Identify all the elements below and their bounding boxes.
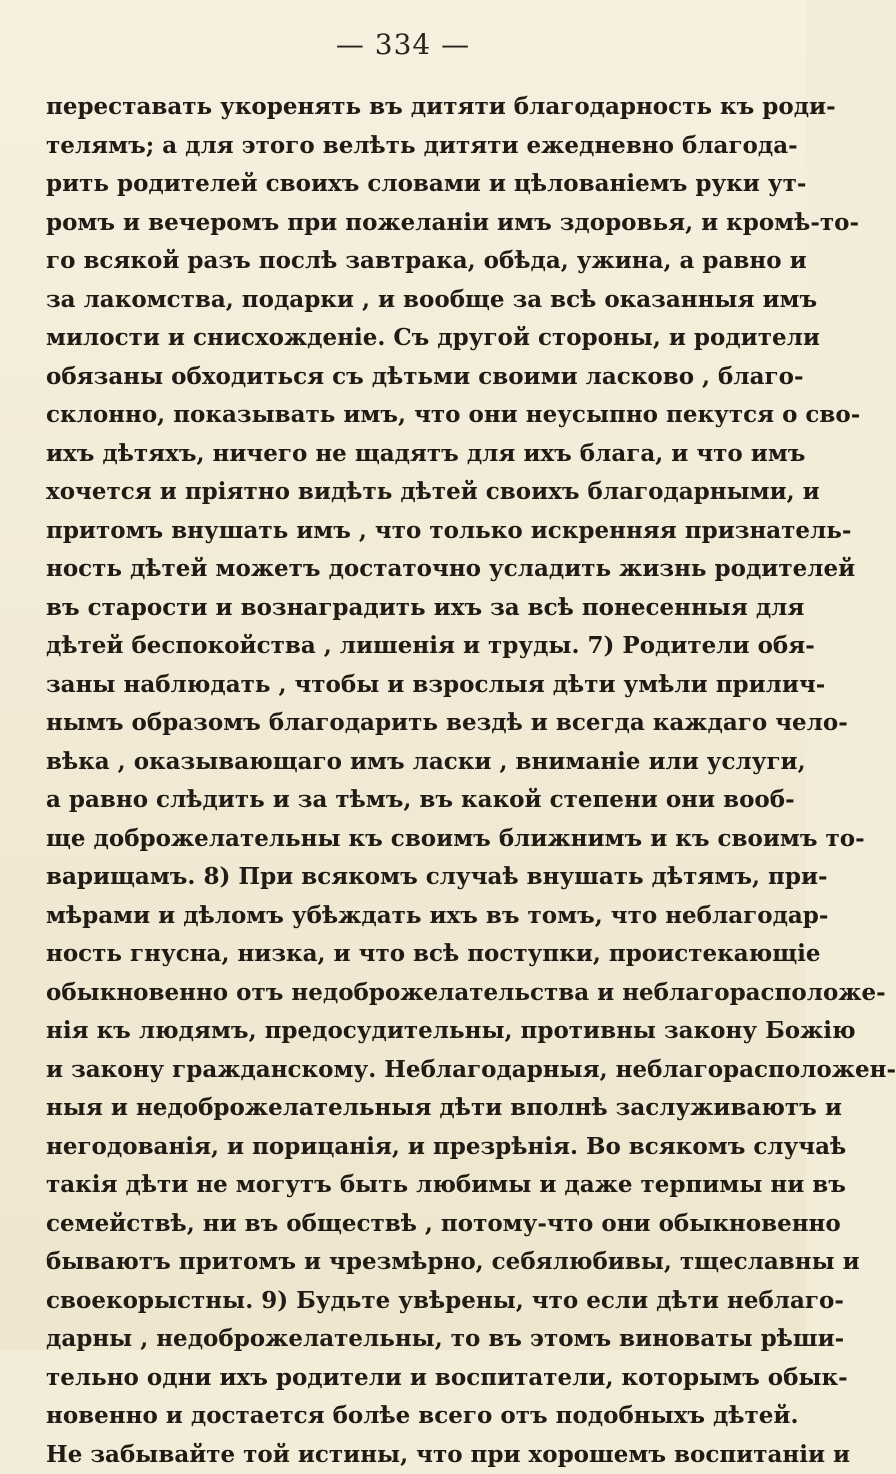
text-line: нымъ образомъ благодарить вездѣ и всегда каждаго чело-	[46, 704, 778, 743]
text-line: милости и снисхожденіе. Съ другой стороны, и родители	[46, 319, 778, 358]
text-line: дарны , недоброжелательны, то въ этомъ виноваты рѣши-	[46, 1320, 778, 1359]
text-line: въ старости и вознаградить ихъ за всѣ понесенныя для	[46, 589, 778, 628]
text-line: своекорыстны. 9) Будьте увѣрены, что если дѣти неблаго-	[46, 1282, 778, 1321]
text-line: ныя и недоброжелательныя дѣти вполнѣ заслуживаютъ и	[46, 1089, 778, 1128]
text-line: и закону гражданскому. Неблагодарныя, неблагорасположен-	[46, 1051, 778, 1090]
text-line: семействѣ, ни въ обществѣ , потому-что они обыкновенно	[46, 1205, 778, 1244]
text-line: а равно слѣдить и за тѣмъ, въ какой степени они вооб-	[46, 781, 778, 820]
page-number: — 334 —	[0, 28, 806, 61]
text-line: обыкновенно отъ недоброжелательства и неблагорасположе-	[46, 974, 778, 1013]
text-line: склонно, показывать имъ, что они неусыпно пекутся о сво-	[46, 396, 778, 435]
text-line: варищамъ. 8) При всякомъ случаѣ внушать дѣтямъ, при-	[46, 858, 778, 897]
text-line: ще доброжелательны къ своимъ ближнимъ и къ своимъ то-	[46, 820, 778, 859]
text-line: переставать укоренять въ дитяти благодарность къ роди-	[46, 88, 778, 127]
text-line: новенно и достается болѣе всего отъ подобныхъ дѣтей.	[46, 1397, 778, 1436]
text-line: ность гнусна, низка, и что всѣ поступки, проистекающіе	[46, 935, 778, 974]
text-line: рить родителей своихъ словами и цѣлованіемъ руки ут-	[46, 165, 778, 204]
text-line: за лакомства, подарки , и вообще за всѣ оказанныя имъ	[46, 281, 778, 320]
text-line: притомъ внушать имъ , что только искренняя признатель-	[46, 512, 778, 551]
text-line: телямъ; а для этого велѣть дитяти ежедневно благода-	[46, 127, 778, 166]
text-line: тельно одни ихъ родители и воспитатели, которымъ обык-	[46, 1359, 778, 1398]
text-line: дѣтей беспокойства , лишенія и труды. 7) Родители обя-	[46, 627, 778, 666]
text-line: Не забывайте той истины, что при хорошемъ воспитаніи и	[46, 1436, 778, 1474]
text-line: ность дѣтей можетъ достаточно усладить жизнь родителей	[46, 550, 778, 589]
text-line: го всякой разъ послѣ завтрака, обѣда, ужина, а равно и	[46, 242, 778, 281]
page-body-text	[46, 88, 778, 1474]
text-line: мѣрами и дѣломъ убѣждать ихъ въ томъ, что неблагодар-	[46, 897, 778, 936]
text-line: такія дѣти не могутъ быть любимы и даже терпимы ни въ	[46, 1166, 778, 1205]
text-line: негодованія, и порицанія, и презрѣнія. Во всякомъ случаѣ	[46, 1128, 778, 1167]
text-line: заны наблюдать , чтобы и взрослыя дѣти умѣли прилич-	[46, 666, 778, 705]
text-line: обязаны обходиться съ дѣтьми своими ласково , благо-	[46, 358, 778, 397]
text-line: нія къ людямъ, предосудительны, противны закону Божію	[46, 1012, 778, 1051]
text-line: ихъ дѣтяхъ, ничего не щадятъ для ихъ блага, и что имъ	[46, 435, 778, 474]
text-line: вѣка , оказывающаго имъ ласки , вниманіе или услуги,	[46, 743, 778, 782]
text-line: бываютъ притомъ и чрезмѣрно, себялюбивы, тщеславны и	[46, 1243, 778, 1282]
text-line: хочется и пріятно видѣть дѣтей своихъ благодарными, и	[46, 473, 778, 512]
text-line: ромъ и вечеромъ при пожеланіи имъ здоровья, и кромѣ-то-	[46, 204, 778, 243]
